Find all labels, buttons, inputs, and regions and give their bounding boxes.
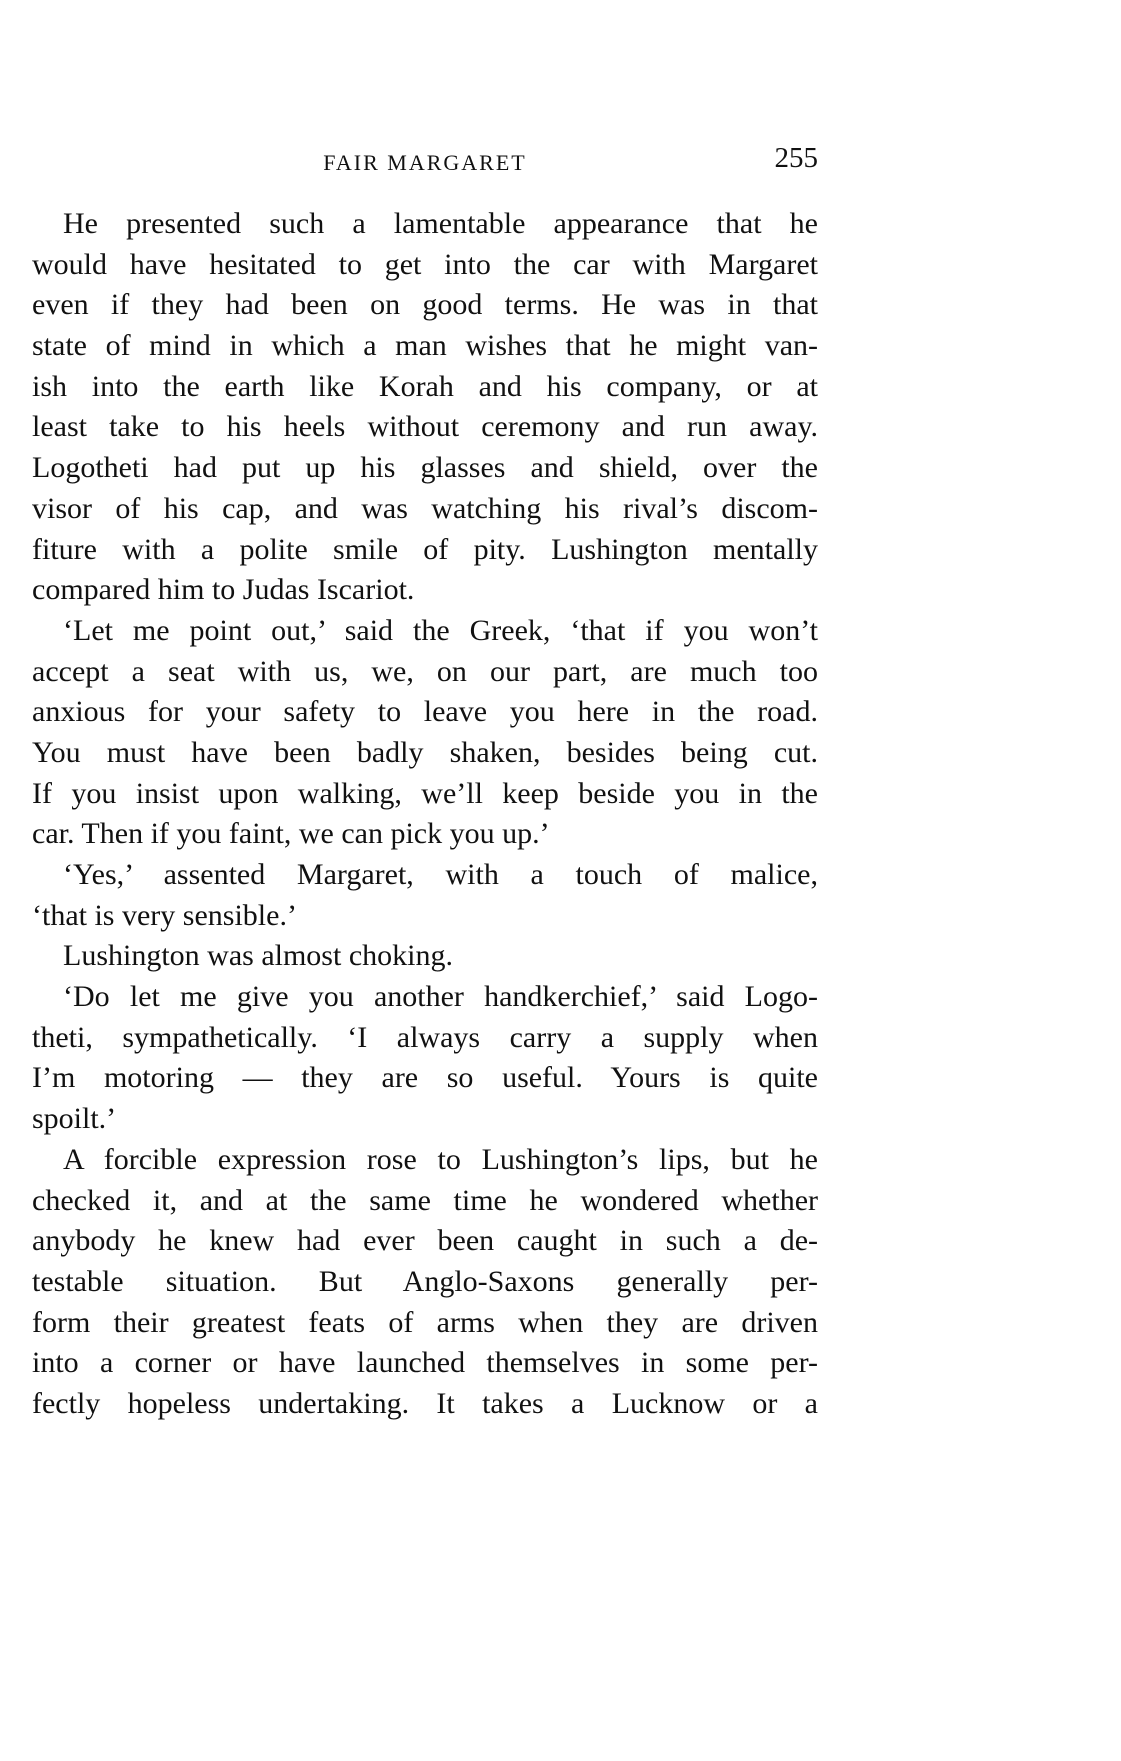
text-line: testable situation. But Anglo-Saxons generally per-	[32, 1264, 818, 1298]
page-number: 255	[774, 142, 818, 174]
text-line: ‘Let me point out,’ said the Greek, ‘that if you won’t	[63, 613, 818, 647]
text-line: A forcible expression rose to Lushington’s lips, but he	[63, 1142, 818, 1176]
text-line: least take to his heels without ceremony and run away.	[32, 410, 818, 444]
text-line: ‘Do let me give you another handkerchief,’ said Logo-	[63, 980, 818, 1014]
running-head	[32, 142, 818, 182]
text-line: anxious for your safety to leave you here in the road.	[32, 695, 818, 729]
text-line: If you insist upon walking, we’ll keep beside you in the	[32, 776, 818, 810]
text-line: accept a seat with us, we, on our part, are much too	[32, 654, 818, 688]
text-line: Logotheti had put up his glasses and shield, over the	[32, 451, 818, 485]
running-title: FAIR MARGARET	[323, 150, 527, 175]
text-line: Lushington was almost choking.	[63, 939, 453, 973]
text-line: checked it, and at the same time he wondered whether	[32, 1183, 818, 1217]
text-line: form their greatest feats of arms when they are driven	[32, 1305, 818, 1339]
text-line: ‘Yes,’ assented Margaret, with a touch of malice,	[63, 858, 818, 891]
text-line: fectly hopeless undertaking. It takes a Lucknow or a	[32, 1386, 818, 1420]
text-line: He presented such a lamentable appearance that he	[63, 207, 818, 240]
text-line: fiture with a polite smile of pity. Lushington mentally	[32, 532, 818, 566]
text-line: I’m motoring — they are so useful. Yours is quite	[32, 1061, 818, 1095]
text-line: ‘that is very sensible.’	[32, 898, 297, 932]
text-line: ish into the earth like Korah and his company, or at	[32, 369, 818, 403]
text-line: even if they had been on good terms. He was in that	[32, 288, 818, 322]
text-line: would have hesitated to get into the car with Margaret	[32, 247, 818, 281]
body-text	[32, 204, 818, 1425]
text-line: theti, sympathetically. ‘I always carry a supply when	[32, 1020, 818, 1054]
text-line: into a corner or have launched themselves in some per-	[32, 1346, 818, 1380]
text-line: visor of his cap, and was watching his rival’s discom-	[32, 491, 818, 525]
text-line: state of mind in which a man wishes that he might van-	[32, 329, 818, 363]
text-line: spoilt.’	[32, 1102, 117, 1136]
text-line: You must have been badly shaken, besides being cut.	[32, 735, 818, 769]
text-line: anybody he knew had ever been caught in such a de-	[32, 1224, 818, 1258]
text-line: compared him to Judas Iscariot.	[32, 573, 415, 607]
text-line: car. Then if you faint, we can pick you up.’	[32, 817, 550, 851]
